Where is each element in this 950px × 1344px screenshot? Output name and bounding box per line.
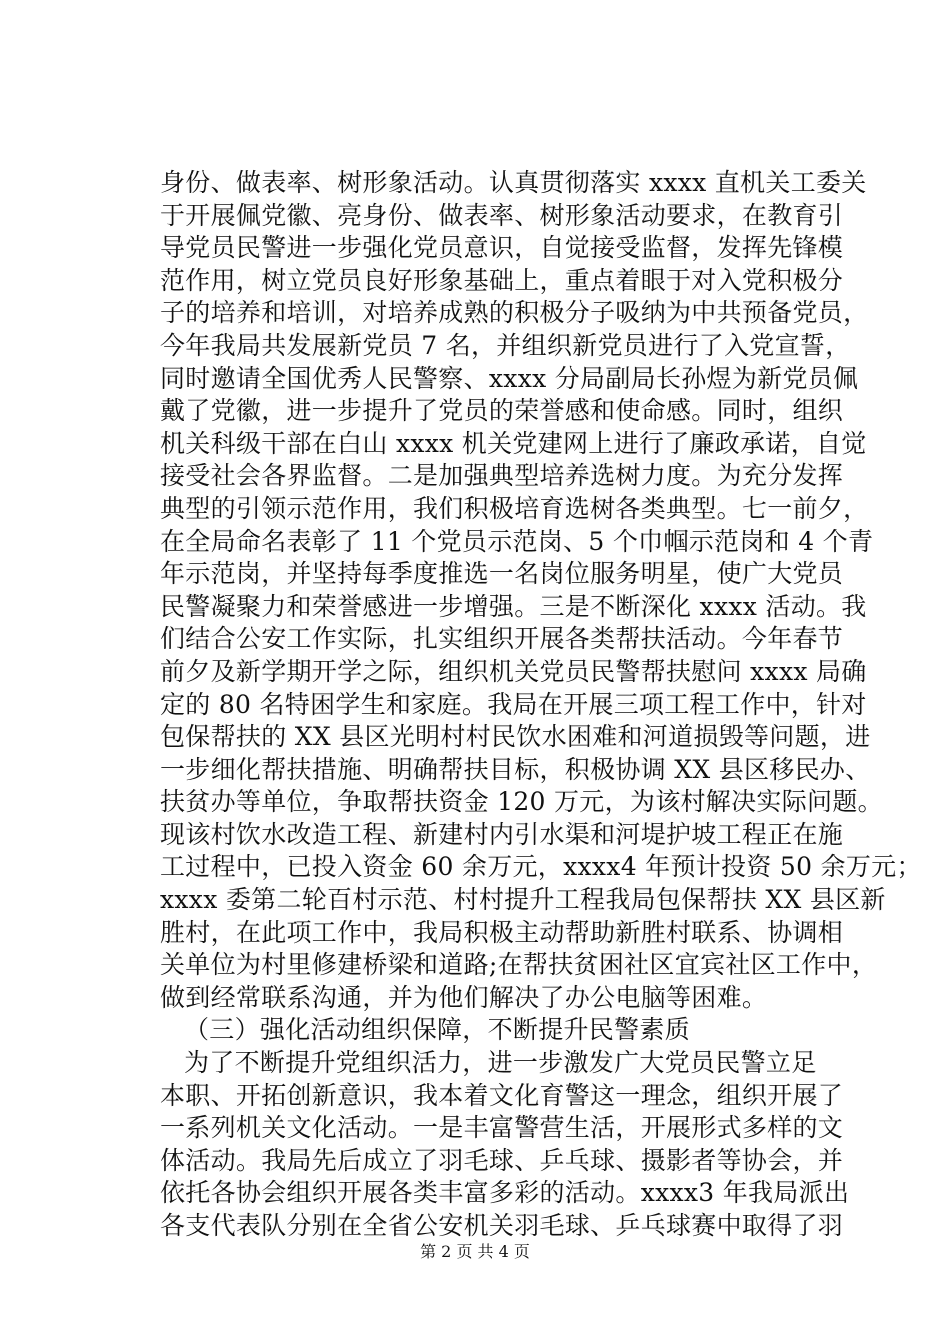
page-number-footer: 第 2 页 共 4 页 xyxy=(420,1242,530,1261)
text-line: 导党员民警进一步强化党员意识，自觉接受监督，发挥先锋模 xyxy=(160,233,844,263)
text-line: 扶贫办等单位，争取帮扶资金 120 万元，为该村解决实际问题。 xyxy=(160,787,883,817)
text-line: 今年我局共发展新党员 7 名，并组织新党员进行了入党宣誓， xyxy=(160,330,851,360)
text-line: 一系列机关文化活动。一是丰富警营生活，开展形式多样的文 xyxy=(160,1113,844,1143)
text-line: 在全局命名表彰了 11 个党员示范岗、5 个巾帼示范岗和 4 个青 xyxy=(160,526,874,556)
section-heading: （三）强化活动组织保障，不断提升民警素质 xyxy=(184,1015,691,1045)
text-line: 于开展佩党徽、亮身份、做表率、树形象活动要求，在教育引 xyxy=(160,200,844,230)
text-line: 典型的引领示范作用，我们积极培育选树各类典型。七一前夕， xyxy=(160,493,869,523)
text-line: 工过程中，已投入资金 60 余万元，xxxx4 年预计投资 50 余万元； xyxy=(160,852,922,882)
text-line: 体活动。我局先后成立了羽毛球、乒乓球、摄影者等协会，并 xyxy=(160,1145,844,1175)
text-line: 定的 80 名特困学生和家庭。我局在开展三项工程工作中，针对 xyxy=(160,689,867,719)
text-line: 范作用，树立党员良好形象基础上，重点着眼于对入党积极分 xyxy=(160,265,844,295)
text-line: 身份、做表率、树形象活动。认真贯彻落实 xxxx 直机关工委关 xyxy=(160,168,867,197)
text-line: 包保帮扶的 XX 县区光明村村民饮水困难和河道损毁等问题，进 xyxy=(160,722,871,752)
text-line: 年示范岗，并坚持每季度推选一名岗位服务明星，使广大党员 xyxy=(160,559,844,589)
text-line: 民警凝聚力和荣誉感进一步增强。三是不断深化 xxxx 活动。我 xyxy=(160,591,867,621)
text-line: 们结合公安工作实际，扎实组织开展各类帮扶活动。今年春节 xyxy=(160,624,844,654)
text-line: 子的培养和培训，对培养成熟的积极分子吸纳为中共预备党员， xyxy=(160,298,869,328)
text-line: 关单位为村里修建桥梁和道路;在帮扶贫困社区宜宾社区工作中， xyxy=(160,950,878,980)
body-text xyxy=(160,167,922,1243)
text-line: xxxx 委第二轮百村示范、村村提升工程我局包保帮扶 XX 县区新 xyxy=(160,885,886,915)
text-line: 做到经常联系沟通，并为他们解决了办公电脑等困难。 xyxy=(160,982,768,1012)
text-line: 本职、开拓创新意识，我本着文化育警这一理念，组织开展了 xyxy=(160,1080,844,1110)
paragraph-first-line: 为了不断提升党组织活力，进一步激发广大党员民警立足 xyxy=(184,1048,817,1078)
text-line: 前夕及新学期开学之际，组织机关党员民警帮扶慰问 xxxx 局确 xyxy=(160,656,867,686)
text-line: 各支代表队分别在全省公安机关羽毛球、乒乓球赛中取得了羽 xyxy=(160,1211,844,1240)
text-line: 一步细化帮扶措施、明确帮扶目标，积极协调 XX 县区移民办、 xyxy=(160,754,871,784)
text-line: 接受社会各界监督。二是加强典型培养选树力度。为充分发挥 xyxy=(160,461,844,491)
text-line: 现该村饮水改造工程、新建村内引水渠和河堤护坡工程正在施 xyxy=(160,819,844,849)
text-line: 戴了党徽，进一步提升了党员的荣誉感和使命感。同时，组织 xyxy=(160,396,844,426)
text-line: 机关科级干部在白山 xxxx 机关党建网上进行了廉政承诺，自觉 xyxy=(160,428,867,458)
text-line: 同时邀请全国优秀人民警察、xxxx 分局副局长孙煜为新党员佩 xyxy=(160,363,859,393)
text-line: 胜村，在此项工作中，我局积极主动帮助新胜村联系、协调相 xyxy=(160,917,844,947)
text-line: 依托各协会组织开展各类丰富多彩的活动。xxxx3 年我局派出 xyxy=(160,1178,850,1208)
